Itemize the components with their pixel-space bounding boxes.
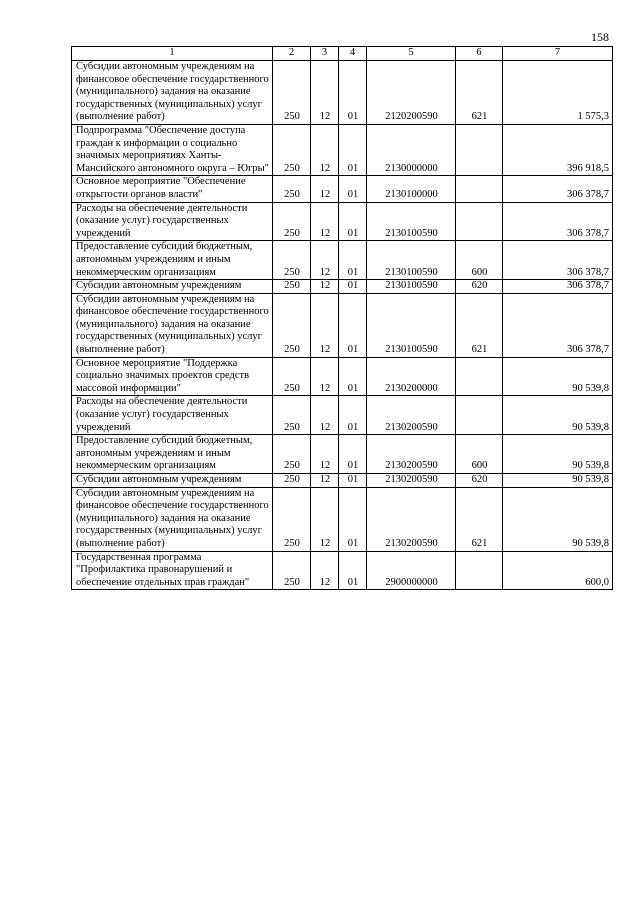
- cell-name: Подпрограмма "Обеспечение доступа граждан к информации о социально значимых мероприятиях Ханты-Мансийского автономного округа – Югры": [72, 124, 273, 175]
- table-row: [72, 124, 613, 175]
- table-row: [72, 61, 613, 125]
- header-col-4: 4: [339, 47, 367, 61]
- table-row: [72, 280, 613, 294]
- cell-subsection: 01: [339, 280, 367, 294]
- cell-expense-type: [456, 124, 503, 175]
- cell-ministry-code: 250: [273, 551, 311, 590]
- table-row: [72, 551, 613, 590]
- cell-subsection: 01: [339, 241, 367, 280]
- cell-ministry-code: 250: [273, 357, 311, 396]
- cell-target-article: 2120200590: [367, 61, 456, 125]
- cell-target-article: 2130100590: [367, 293, 456, 357]
- cell-ministry-code: 250: [273, 293, 311, 357]
- cell-amount: 1 575,3: [503, 61, 613, 125]
- cell-name: Субсидии автономным учреждениям на финансовое обеспечение государственного (муниципального) задания на оказание государственных (муниципальных) услуг (выполнение работ): [72, 487, 273, 551]
- cell-amount: 90 539,8: [503, 396, 613, 435]
- cell-section: 12: [311, 396, 339, 435]
- table-row: [72, 176, 613, 202]
- cell-target-article: 2130100590: [367, 280, 456, 294]
- cell-subsection: 01: [339, 435, 367, 474]
- table-row: [72, 202, 613, 241]
- table-body: [72, 61, 613, 590]
- cell-expense-type: [456, 551, 503, 590]
- page-number: 158: [591, 30, 609, 44]
- cell-amount: 306 378,7: [503, 202, 613, 241]
- header-col-7: 7: [503, 47, 613, 61]
- cell-expense-type: 600: [456, 241, 503, 280]
- cell-name: Субсидии автономным учреждениям: [72, 474, 273, 488]
- cell-ministry-code: 250: [273, 435, 311, 474]
- table-row: [72, 487, 613, 551]
- cell-subsection: 01: [339, 124, 367, 175]
- header-col-2: 2: [273, 47, 311, 61]
- cell-expense-type: 600: [456, 435, 503, 474]
- cell-name: Государственная программа "Профилактика правонарушений и обеспечение отдельных прав граждан": [72, 551, 273, 590]
- cell-subsection: 01: [339, 293, 367, 357]
- table-row: [72, 293, 613, 357]
- cell-name: Предоставление субсидий бюджетным, автономным учреждениям и иным некоммерческим организациям: [72, 435, 273, 474]
- cell-section: 12: [311, 202, 339, 241]
- table-header: [72, 47, 613, 61]
- cell-subsection: 01: [339, 202, 367, 241]
- cell-ministry-code: 250: [273, 474, 311, 488]
- cell-name: Субсидии автономным учреждениям на финансовое обеспечение государственного (муниципального) задания на оказание государственных (муниципальных) услуг (выполнение работ): [72, 61, 273, 125]
- budget-table: [71, 46, 613, 590]
- cell-target-article: 2130200590: [367, 487, 456, 551]
- cell-expense-type: [456, 202, 503, 241]
- cell-expense-type: 621: [456, 487, 503, 551]
- cell-ministry-code: 250: [273, 124, 311, 175]
- table-row: [72, 435, 613, 474]
- cell-section: 12: [311, 61, 339, 125]
- cell-amount: 306 378,7: [503, 280, 613, 294]
- cell-name: Основное мероприятие "Обеспечение открытости органов власти": [72, 176, 273, 202]
- cell-subsection: 01: [339, 61, 367, 125]
- cell-ministry-code: 250: [273, 241, 311, 280]
- cell-subsection: 01: [339, 474, 367, 488]
- cell-expense-type: [456, 357, 503, 396]
- cell-name: Расходы на обеспечение деятельности (оказание услуг) государственных учреждений: [72, 202, 273, 241]
- cell-ministry-code: 250: [273, 202, 311, 241]
- cell-target-article: 2130200590: [367, 396, 456, 435]
- cell-subsection: 01: [339, 176, 367, 202]
- cell-ministry-code: 250: [273, 61, 311, 125]
- cell-target-article: 2130200000: [367, 357, 456, 396]
- cell-target-article: 2900000000: [367, 551, 456, 590]
- cell-ministry-code: 250: [273, 396, 311, 435]
- cell-section: 12: [311, 280, 339, 294]
- table-row: [72, 357, 613, 396]
- cell-name: Субсидии автономным учреждениям на финансовое обеспечение государственного (муниципального) задания на оказание государственных (муниципальных) услуг (выполнение работ): [72, 293, 273, 357]
- cell-amount: 90 539,8: [503, 357, 613, 396]
- cell-amount: 90 539,8: [503, 474, 613, 488]
- table-row: [72, 396, 613, 435]
- cell-ministry-code: 250: [273, 176, 311, 202]
- cell-target-article: 2130100000: [367, 176, 456, 202]
- cell-section: 12: [311, 124, 339, 175]
- header-col-3: 3: [311, 47, 339, 61]
- cell-amount: 600,0: [503, 551, 613, 590]
- cell-target-article: 2130100590: [367, 202, 456, 241]
- cell-ministry-code: 250: [273, 280, 311, 294]
- cell-section: 12: [311, 293, 339, 357]
- table-row: [72, 241, 613, 280]
- cell-name: Субсидии автономным учреждениям: [72, 280, 273, 294]
- cell-section: 12: [311, 474, 339, 488]
- cell-section: 12: [311, 551, 339, 590]
- cell-expense-type: 621: [456, 61, 503, 125]
- cell-expense-type: [456, 176, 503, 202]
- cell-subsection: 01: [339, 357, 367, 396]
- cell-target-article: 2130000000: [367, 124, 456, 175]
- cell-subsection: 01: [339, 551, 367, 590]
- cell-expense-type: 620: [456, 280, 503, 294]
- cell-expense-type: [456, 396, 503, 435]
- cell-amount: 306 378,7: [503, 293, 613, 357]
- cell-amount: 90 539,8: [503, 435, 613, 474]
- cell-subsection: 01: [339, 396, 367, 435]
- cell-subsection: 01: [339, 487, 367, 551]
- cell-ministry-code: 250: [273, 487, 311, 551]
- cell-target-article: 2130200590: [367, 474, 456, 488]
- cell-amount: 396 918,5: [503, 124, 613, 175]
- header-col-5: 5: [367, 47, 456, 61]
- header-row: [72, 47, 613, 61]
- cell-expense-type: 621: [456, 293, 503, 357]
- cell-section: 12: [311, 487, 339, 551]
- cell-amount: 306 378,7: [503, 176, 613, 202]
- cell-target-article: 2130100590: [367, 241, 456, 280]
- cell-name: Основное мероприятие "Поддержка социально значимых проектов средств массовой информации": [72, 357, 273, 396]
- cell-section: 12: [311, 357, 339, 396]
- cell-amount: 306 378,7: [503, 241, 613, 280]
- cell-amount: 90 539,8: [503, 487, 613, 551]
- header-col-1: 1: [72, 47, 273, 61]
- cell-section: 12: [311, 241, 339, 280]
- table-row: [72, 474, 613, 488]
- header-col-6: 6: [456, 47, 503, 61]
- cell-name: Предоставление субсидий бюджетным, автономным учреждениям и иным некоммерческим организациям: [72, 241, 273, 280]
- cell-name: Расходы на обеспечение деятельности (оказание услуг) государственных учреждений: [72, 396, 273, 435]
- cell-expense-type: 620: [456, 474, 503, 488]
- cell-section: 12: [311, 176, 339, 202]
- cell-target-article: 2130200590: [367, 435, 456, 474]
- cell-section: 12: [311, 435, 339, 474]
